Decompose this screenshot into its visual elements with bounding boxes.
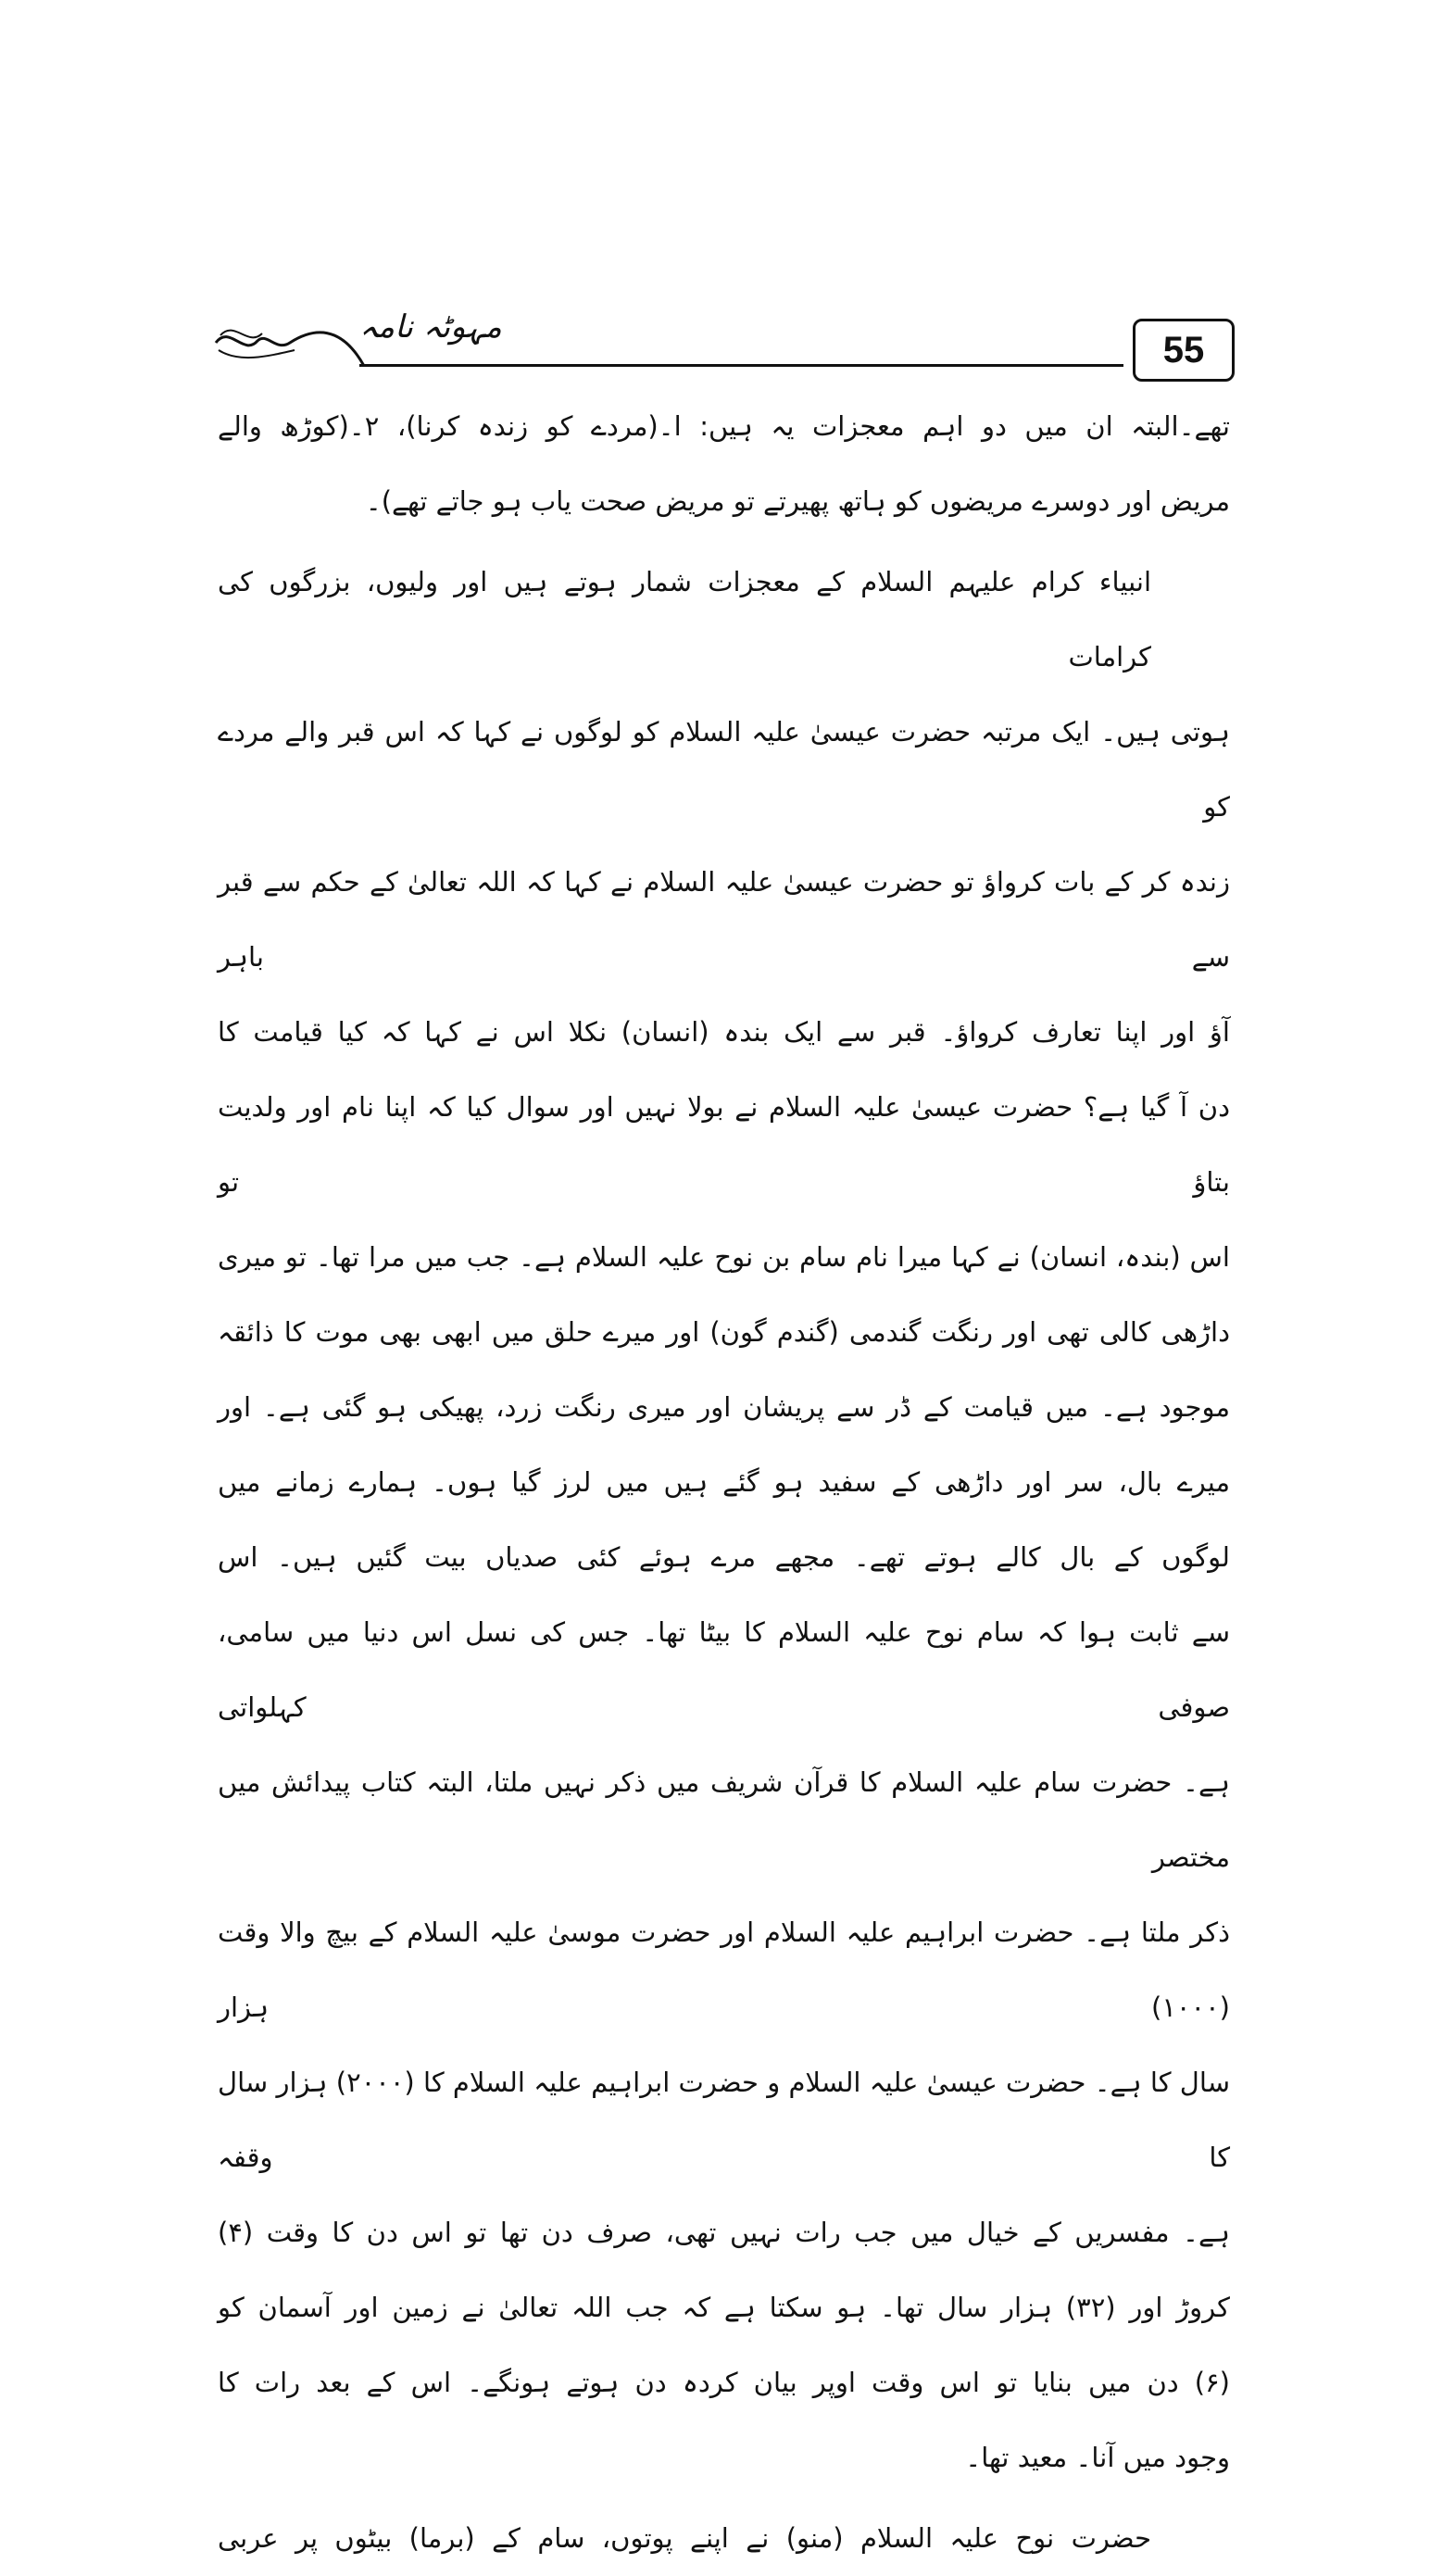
text-line: موجود ہے۔ میں قیامت کے ڈر سے پریشان اور میری رنگت زرد، پھیکی ہو گئی ہے۔ اور [218,1391,1230,1423]
text-line: لوگوں کے بال کالے ہوتے تھے۔ مجھے مرے ہوئے کئی صدیاں بیت گئیں ہیں۔ اس [218,1541,1230,1573]
text-line: ذکر ملتا ہے۔ حضرت ابراہیم علیہ السلام اور حضرت موسیٰ علیہ السلام کے بیچ والا وقت (۱۰۰۰) ہزار [218,1916,1230,2023]
text-line: حضرت نوح علیہ السلام (منو) نے اپنے پوتوں، سام کے (برما) بیٹوں پر عربی [218,2522,1151,2554]
header-rule [359,364,1123,367]
magazine-title: مہوٹہ نامہ [359,308,502,346]
text-line: داڑھی کالی تھی اور رنگت گندمی (گندم گون) اور میرے حلق میں ابھی بھی موت کا ذائقہ [218,1316,1230,1348]
text-line: وجود میں آنا۔ معید تھا۔ [965,2442,1230,2473]
text-line: میرے بال، سر اور داڑھی کے سفید ہو گئے ہیں میں لرز گیا ہوں۔ ہمارے زمانے میں [218,1466,1230,1498]
page-number: 55 [1133,319,1235,382]
text-line: کروڑ اور (۳۲) ہزار سال تھا۔ ہو سکتا ہے کہ جب اللہ تعالیٰ نے زمین اور آسمان کو [218,2292,1230,2323]
text-line: دن آ گیا ہے؟ حضرت عیسیٰ علیہ السلام نے بولا نہیں اور سوال کیا کہ اپنا نام اور ولدیت بتاؤ تو [218,1091,1230,1198]
text-line: ہوتی ہیں۔ ایک مرتبہ حضرت عیسیٰ علیہ السلام کو لوگوں نے کہا کہ اس قبر والے مردے کو [218,716,1230,823]
text-line: زندہ کر کے بات کرواؤ تو حضرت عیسیٰ علیہ السلام نے کہا کہ اللہ تعالیٰ کے حکم سے قبر سے باہر [218,866,1230,973]
text-line: ہے۔ حضرت سام علیہ السلام کا قرآن شریف میں ذکر نہیں ملتا، البتہ کتاب پیدائش میں مختصر [218,1766,1230,1873]
text-line: مریض اور دوسرے مریضوں کو ہاتھ پھیرتے تو مریض صحت یاب ہو جاتے تھے)۔ [365,485,1230,517]
text-line: آؤ اور اپنا تعارف کرواؤ۔ قبر سے ایک بندہ (انسان) نکلا اس نے کہا کہ کیا قیامت کا [218,1016,1230,1048]
text-line: تھے۔البتہ ان میں دو اہم معجزات یہ ہیں: ا۔(مردے کو زندہ کرنا)، ۲۔(کوڑھ والے [218,410,1230,442]
text-line: انبیاء کرام علیہم السلام کے معجزات شمار ہوتے ہیں اور ولیوں، بزرگوں کی کرامات [218,566,1151,672]
text-line: (۶) دن میں بنایا تو اس وقت اوپر بیان کردہ دن ہوتے ہونگے۔ اس کے بعد رات کا [218,2367,1230,2398]
text-line: ہے۔ مفسریں کے خیال میں جب رات نہیں تھی، صرف دن تھا تو اس دن کا وقت (۴) [218,2217,1230,2248]
text-line: اس (بندہ، انسان) نے کہا میرا نام سام بن نوح علیہ السلام ہے۔ جب میں مرا تھا۔ تو میری [218,1241,1230,1273]
text-line: سال کا ہے۔ حضرت عیسیٰ علیہ السلام و حضرت ابراہیم علیہ السلام کا (۲۰۰۰) ہزار سال کا وقفہ [218,2067,1230,2173]
article-body [218,389,1230,2576]
text-line: سے ثابت ہوا کہ سام نوح علیہ السلام کا بیٹا تھا۔ جس کی نسل اس دنیا میں سامی، صوفی کہلواتی [218,1616,1230,1723]
decorative-flourish-icon [211,315,369,371]
page-header [211,306,1235,389]
